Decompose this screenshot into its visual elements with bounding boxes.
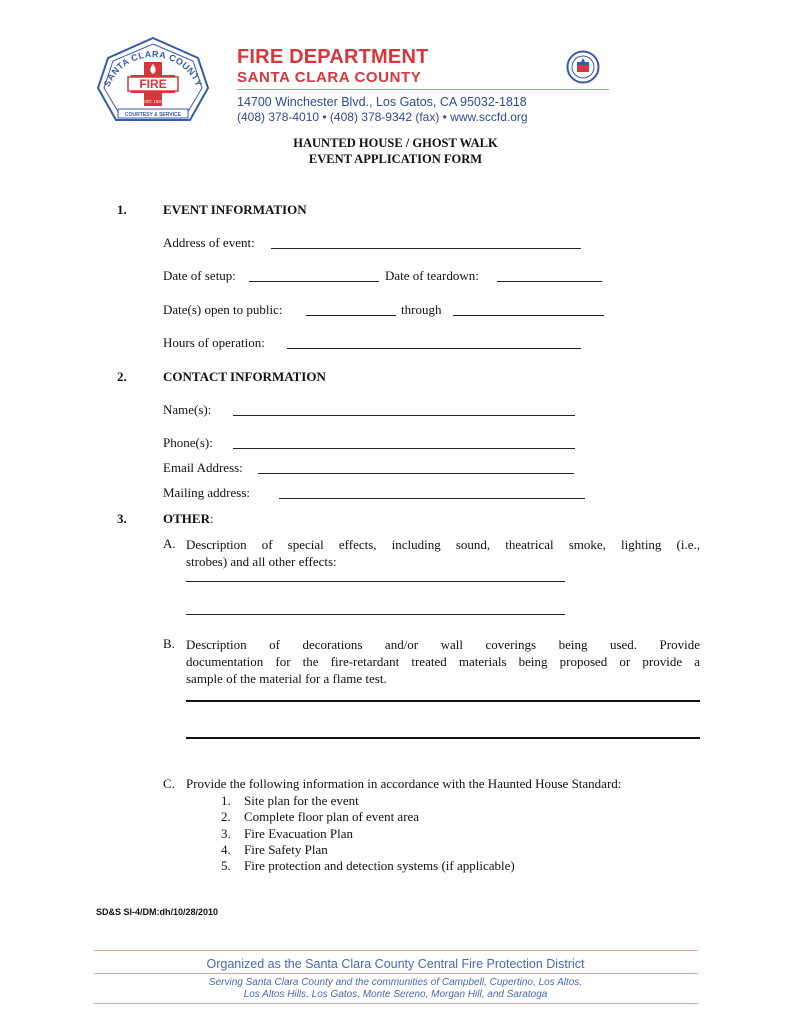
footer-divider-top <box>94 950 698 951</box>
mailing-address-label: Mailing address: <box>163 485 251 500</box>
svg-text:SANTA CLARA COUNTY: SANTA CLARA COUNTY <box>101 49 205 89</box>
item-b-letter: B. <box>163 636 175 651</box>
decorations-field-1[interactable] <box>186 700 700 702</box>
section-2-number: 2. <box>117 369 127 384</box>
list-item: Fire protection and detection systems (if applicable) <box>244 858 515 873</box>
fire-department-seal-logo <box>94 36 212 128</box>
footer-serving-line-1: Serving Santa Clara County and the communities of Campbell, Cupertino, Los Altos, <box>208 977 583 988</box>
list-item: Fire Evacuation Plan <box>244 826 354 841</box>
item-b-text-line-2: documentation for the fire-retardant treated materials being proposed or provide a <box>186 654 700 669</box>
item-c-intro: Provide the following information in accordance with the Haunted House Standard: <box>186 776 622 791</box>
phones-field[interactable] <box>233 448 575 449</box>
hours-label: Hours of operation: <box>163 335 265 350</box>
list-item-number: 5. <box>221 858 231 873</box>
item-a-text-line-1: Description of special effects, including sound, theatrical smoke, lighting (i.e., <box>186 537 700 552</box>
list-item: Site plan for the event <box>244 793 359 808</box>
email-field[interactable] <box>258 473 574 474</box>
section-1-heading: EVENT INFORMATION <box>163 202 307 217</box>
list-item-number: 2. <box>221 809 231 824</box>
open-date-end-field[interactable] <box>453 315 604 316</box>
names-label: Name(s): <box>163 402 212 417</box>
hours-field[interactable] <box>287 348 581 349</box>
footer-divider-middle <box>94 973 698 974</box>
footer-divider-bottom <box>94 1003 698 1004</box>
event-address-label: Address of event: <box>163 235 255 250</box>
setup-date-label: Date of setup: <box>163 268 236 283</box>
emblem-badge-icon <box>566 50 600 84</box>
section-3-heading-text: OTHER <box>163 511 210 526</box>
section-3-number: 3. <box>117 511 127 526</box>
list-item-number: 4. <box>221 842 231 857</box>
item-a-letter: A. <box>163 536 176 551</box>
document-code: SD&S SI-4/DM:dh/10/28/2010 <box>96 907 219 917</box>
special-effects-field-1[interactable] <box>186 581 565 582</box>
seal-est-text: EST. 1947 <box>142 99 164 104</box>
form-title-line-2: EVENT APPLICATION FORM <box>308 152 483 166</box>
through-label: through <box>401 302 442 317</box>
department-contact: (408) 378-4010 • (408) 378-9342 (fax) • www.sccfd.org <box>237 110 528 124</box>
county-name: SANTA CLARA COUNTY <box>237 69 422 86</box>
event-address-field[interactable] <box>271 248 581 249</box>
letterhead-divider <box>237 89 609 90</box>
list-item-number: 3. <box>221 826 231 841</box>
section-3-heading-colon: : <box>209 511 214 526</box>
names-field[interactable] <box>233 415 575 416</box>
special-effects-field-2[interactable] <box>186 614 565 615</box>
teardown-date-label: Date of teardown: <box>385 268 479 283</box>
item-a-text-line-2: strobes) and all other effects: <box>186 554 337 569</box>
mailing-address-field[interactable] <box>279 498 585 499</box>
seal-fire-text: FIRE <box>139 77 167 91</box>
item-b-text-line-3: sample of the material for a flame test. <box>186 671 387 686</box>
item-b-text-line-1: Description of decorations and/or wall coverings being used. Provide <box>186 637 700 652</box>
teardown-date-field[interactable] <box>497 281 602 282</box>
item-c-letter: C. <box>163 776 175 791</box>
seal-banner-text: COURTESY & SERVICE <box>125 112 181 118</box>
section-1-number: 1. <box>117 202 127 217</box>
department-title: FIRE DEPARTMENT <box>237 46 429 68</box>
form-title-line-1: HAUNTED HOUSE / GHOST WALK <box>293 136 498 150</box>
open-date-start-field[interactable] <box>306 315 396 316</box>
email-label: Email Address: <box>163 460 243 475</box>
open-dates-label: Date(s) open to public: <box>163 302 283 317</box>
footer-organization: Organized as the Santa Clara County Central Fire Protection District <box>206 957 585 971</box>
setup-date-field[interactable] <box>249 281 379 282</box>
phones-label: Phone(s): <box>163 435 213 450</box>
list-item: Complete floor plan of event area <box>244 809 420 824</box>
section-3-heading <box>163 511 214 527</box>
footer-serving-line-2: Los Altos Hills, Los Gatos, Monte Sereno, Morgan Hill, and Saratoga <box>243 989 548 1000</box>
department-address: 14700 Winchester Blvd., Los Gatos, CA 95032-1818 <box>237 95 527 109</box>
list-item-number: 1. <box>221 793 231 808</box>
list-item: Fire Safety Plan <box>244 842 328 857</box>
section-2-heading: CONTACT INFORMATION <box>163 369 326 384</box>
decorations-field-2[interactable] <box>186 737 700 739</box>
